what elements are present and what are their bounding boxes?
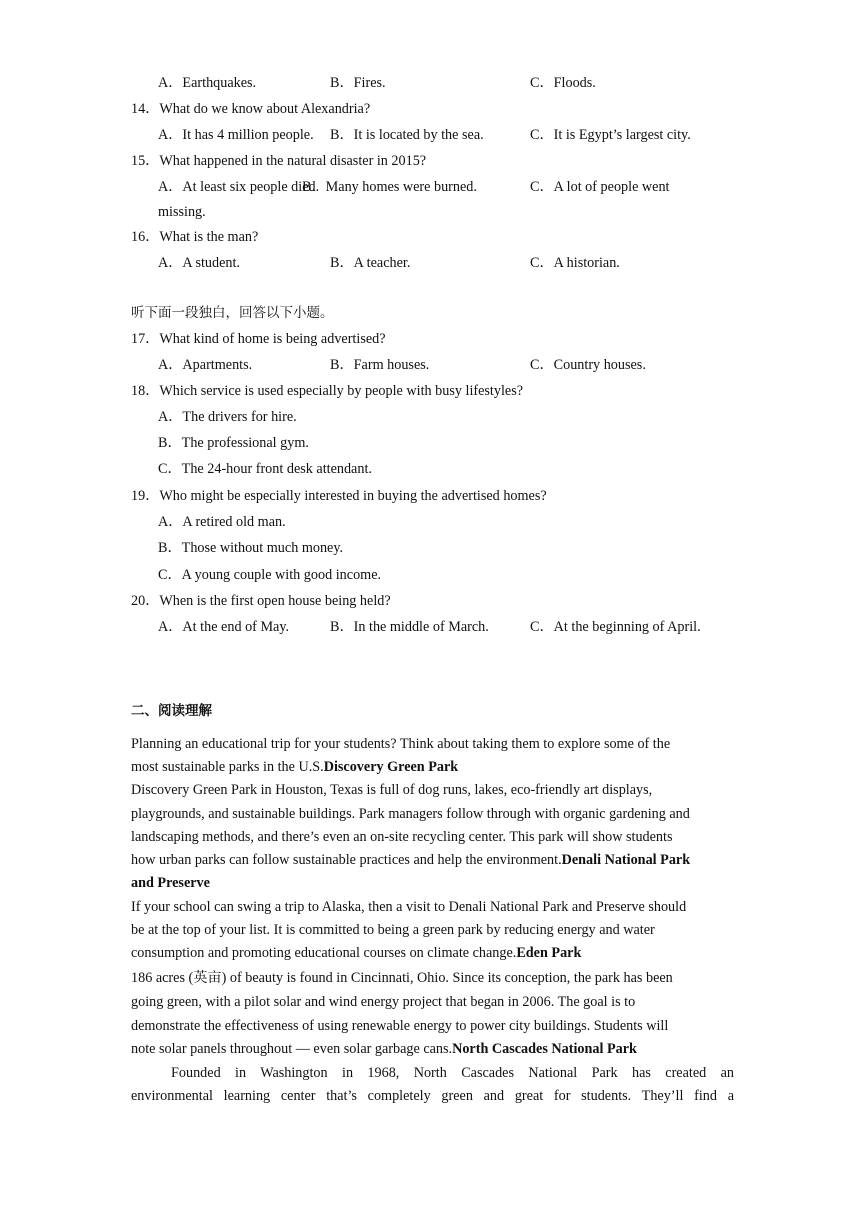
q15-option-c[interactable]: C．A lot of people went	[530, 179, 670, 195]
q13-option-c[interactable]: C．Floods.	[530, 75, 596, 91]
passage-eden-line-3: demonstrate the effectiveness of using renewable energy to power city buildings. Students will	[131, 1018, 669, 1034]
passage-denali-line-3: consumption and promoting educational courses on climate change.Eden Park	[131, 945, 582, 961]
q14-option-b[interactable]: B．It is located by the sea.	[330, 127, 484, 143]
q15-stem: 15．What happened in the natural disaster in 2015?	[131, 153, 427, 169]
passage-intro-line-2: most sustainable parks in the U.S.Discovery Green Park	[131, 759, 459, 775]
park-title-denali-continued: and Preserve	[131, 875, 210, 891]
q16-stem: 16．What is the man?	[131, 229, 259, 245]
q18-option-b[interactable]: B．The professional gym.	[158, 435, 309, 451]
q14-option-a[interactable]: A．It has 4 million people.	[158, 127, 314, 143]
q15-option-a[interactable]: A．At least six people died.	[158, 179, 320, 195]
passage-eden-line-1: 186 acres (英亩) of beauty is found in Cincinnati, Ohio. Since its conception, the park has been	[131, 970, 673, 986]
park-title-eden: Eden Park	[516, 945, 582, 961]
q16-option-b[interactable]: B．A teacher.	[330, 255, 411, 271]
q18-stem: 18．Which service is used especially by people with busy lifestyles?	[131, 383, 524, 399]
park-title-discovery-green: Discovery Green Park	[323, 759, 459, 775]
passage-discovery-line-3: landscaping methods, and there’s even an on-site recycling center. This park will show students	[131, 829, 673, 845]
passage-denali-line-2: be at the top of your list. It is committed to being a green park by reducing energy and water	[131, 922, 655, 938]
q20-option-a[interactable]: A．At the end of May.	[158, 619, 290, 635]
passage-cascades-line-2: environmental learning center that’s completely green and great for students. They’ll find a	[131, 1088, 734, 1104]
section-heading-reading: 二、阅读理解	[131, 703, 212, 719]
passage-discovery-line-2: playgrounds, and sustainable buildings. Park managers follow through with organic gardening and	[131, 806, 690, 822]
q19-stem: 19．Who might be especially interested in buying the advertised homes?	[131, 488, 547, 504]
passage-intro-line-1: Planning an educational trip for your students? Think about taking them to explore some of the	[131, 736, 671, 752]
q19-option-b[interactable]: B．Those without much money.	[158, 540, 344, 556]
q17-stem: 17．What kind of home is being advertised?	[131, 331, 386, 347]
q18-option-a[interactable]: A．The drivers for hire.	[158, 409, 297, 425]
q17-option-a[interactable]: A．Apartments.	[158, 357, 253, 373]
q16-option-a[interactable]: A．A student.	[158, 255, 240, 271]
q15-option-b[interactable]: B．Many homes were burned.	[302, 179, 477, 195]
q20-option-b[interactable]: B．In the middle of March.	[330, 619, 489, 635]
passage-eden-line-4: note solar panels throughout — even solar garbage cans.North Cascades National Park	[131, 1041, 637, 1057]
passage-discovery-line-4: how urban parks can follow sustainable practices and help the environment.Denali National Park	[131, 852, 691, 868]
q17-option-c[interactable]: C．Country houses.	[530, 357, 646, 373]
q20-option-c[interactable]: C．At the beginning of April.	[530, 619, 701, 635]
q15-option-c-continued: missing.	[158, 204, 206, 220]
section-instruction: 听下面一段独白，回答以下小题。	[131, 305, 334, 321]
passage-discovery-line-1: Discovery Green Park in Houston, Texas is full of dog runs, lakes, eco-friendly art displays,	[131, 782, 653, 798]
q13-option-b[interactable]: B．Fires.	[330, 75, 386, 91]
q13-option-a[interactable]: A．Earthquakes.	[158, 75, 257, 91]
passage-cascades-line-1: Founded in Washington in 1968, North Cascades National Park has created an	[171, 1065, 734, 1081]
q19-option-a[interactable]: A．A retired old man.	[158, 514, 286, 530]
q19-option-c[interactable]: C．A young couple with good income.	[158, 567, 382, 583]
q14-stem: 14．What do we know about Alexandria?	[131, 101, 371, 117]
q20-stem: 20．When is the first open house being held?	[131, 593, 391, 609]
park-title-north-cascades: North Cascades National Park	[452, 1041, 637, 1057]
park-title-denali: Denali National Park	[561, 852, 691, 868]
passage-denali-line-1: If your school can swing a trip to Alaska, then a visit to Denali National Park and Preserve should	[131, 899, 687, 915]
passage-eden-line-2: going green, with a pilot solar and wind energy project that began in 2006. The goal is to	[131, 994, 636, 1010]
q16-option-c[interactable]: C．A historian.	[530, 255, 620, 271]
q17-option-b[interactable]: B．Farm houses.	[330, 357, 430, 373]
q14-option-c[interactable]: C．It is Egypt’s largest city.	[530, 127, 691, 143]
q18-option-c[interactable]: C．The 24-hour front desk attendant.	[158, 461, 372, 477]
